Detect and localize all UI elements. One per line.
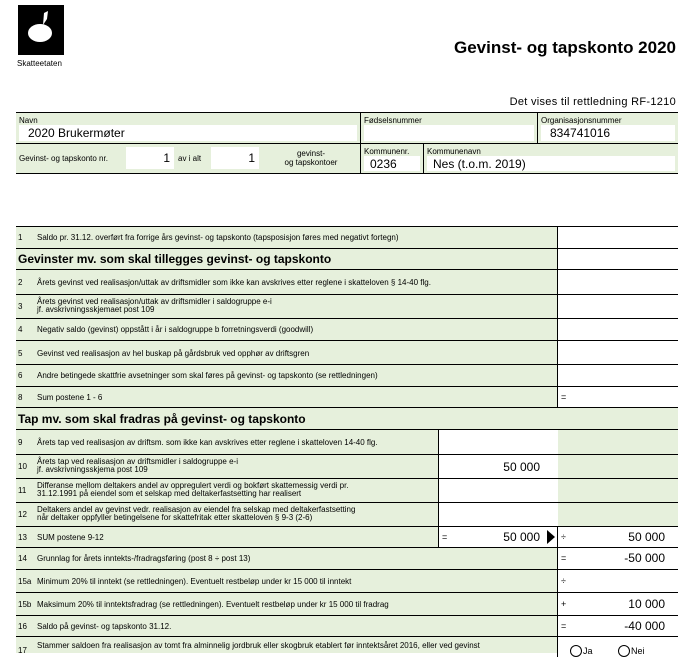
field-10[interactable] (438, 455, 558, 478)
av-i-alt-value: 1 (248, 151, 255, 165)
value-14: -50 000 (624, 551, 665, 565)
row-11: 11 Differanse mellom deltakers andel av oppregulert verdi og bokført skattemessig verdi pr. 31.12.1991 på eiendel som et selskap med deltakerfastsetting har realisert (16, 479, 678, 503)
field-13-sum[interactable]: = 50 000 (438, 527, 558, 547)
value-13-sum: 50 000 (503, 530, 540, 544)
field-5[interactable] (557, 341, 679, 364)
row-12: 12 Deltakers andel av gevinst vedr. realisasjon av eiendel fra selskap med deltakerfastsetting når deltaker oppfyller betingelsene for skattefritak etter skatteloven § 9-3 (2-6) (16, 503, 678, 527)
av-i-alt-field[interactable] (211, 147, 259, 169)
skatteetaten-logo (18, 5, 64, 55)
section-gevinster: Gevinster mv. som skal tillegges gevinst- og tapskonto (16, 249, 678, 270)
organisasjonsnummer-value: 834741016 (550, 126, 611, 140)
organisasjonsnummer-field[interactable] (541, 125, 675, 141)
field-3[interactable] (557, 295, 679, 318)
kontoer-label-line1: gevinst- (296, 149, 325, 158)
kommunenavn-value: Nes (t.o.m. 2019) (433, 157, 526, 171)
kommunenr-field[interactable] (364, 156, 420, 171)
row-6: 6 Andre betingede skattfrie avsetninger som skal føres på gevinst- og tapskonto (se rettledningen) (16, 365, 678, 387)
row-2: 2 Årets gevinst ved realisasjon/uttak av driftsmidler som ikke kan avskrives etter reglene i skatteloven § 14-40 flg. (16, 270, 678, 295)
navn-value: 2020 Brukermøter (28, 126, 125, 140)
konto-nr-field[interactable] (126, 147, 174, 169)
av-i-alt-label: av i alt (178, 154, 202, 163)
navn-label: Navn (19, 116, 38, 125)
organisasjonsnummer-label: Organisasjonsnummer (541, 116, 622, 125)
value-15b: 10 000 (628, 597, 665, 611)
kommunenr-label: Kommunenr. (364, 147, 410, 156)
row-9: 9 Årets tap ved realisasjon av driftsm. som ikke kan avskrives etter reglene i skatteloven 14-40 flg. (16, 430, 678, 455)
field-6[interactable] (557, 365, 679, 386)
field-14[interactable]: = -50 000 (557, 548, 679, 569)
row-5: 5 Gevinst ved realisasjon av hel buskap på gårdsbruk ved opphør av driftsgren (16, 341, 678, 365)
field-15b[interactable]: + 10 000 (557, 593, 679, 615)
fodselsnummer-label: Fødselsnummer (364, 116, 422, 125)
kontoer-label-line2: og tapskontoer (284, 158, 338, 167)
arrow-right-icon (546, 530, 556, 544)
section-tap: Tap mv. som skal fradras på gevinst- og tapskonto (16, 408, 678, 430)
field-17: Ja Nei (557, 637, 679, 657)
kommunenavn-label: Kommunenavn (427, 147, 481, 156)
field-4[interactable] (557, 319, 679, 340)
field-1[interactable] (557, 227, 679, 248)
field-2[interactable] (557, 270, 679, 294)
guide-reference: Det vises til rettledning RF-1210 (509, 96, 676, 108)
navn-field[interactable] (19, 125, 357, 141)
value-13: 50 000 (628, 530, 665, 544)
kommunenavn-field[interactable] (427, 156, 675, 171)
row-1: 1 Saldo pr. 31.12. overført fra forrige års gevinst- og tapskonto (tapsposisjon føres med negativt fortegn) (16, 227, 678, 249)
konto-nr-value: 1 (163, 151, 170, 165)
konto-nr-label: Gevinst- og tapskonto nr. (19, 154, 108, 163)
radio-ja[interactable] (570, 645, 582, 657)
row-16: 16 Saldo på gevinst- og tapskonto 31.12. = -40 000 (16, 616, 678, 637)
field-11[interactable] (438, 479, 558, 502)
row-15b: 15b Maksimum 20% til inntektsfradrag (se rettledningen). Eventuelt restbeløp under kr 15 000 til fradrag + 10 000 (16, 593, 678, 616)
fodselsnummer-field[interactable] (364, 125, 534, 141)
row-15a: 15a Minimum 20% til inntekt (se rettledningen). Eventuelt restbeløp under kr 15 000 til inntekt ÷ (16, 570, 678, 593)
logo-text: Skatteetaten (17, 59, 62, 68)
row-4: 4 Negativ saldo (gevinst) oppstått i år i saldogruppe b forretningsverdi (goodwill) (16, 319, 678, 341)
field-12[interactable] (438, 503, 558, 526)
kommunenr-value: 0236 (370, 157, 397, 171)
row-13: 13 SUM postene 9-12 = 50 000 ÷ 50 000 (16, 527, 678, 548)
field-8[interactable]: = (557, 387, 679, 407)
form-title: Gevinst- og tapskonto 2020 (454, 38, 676, 57)
field-9[interactable] (438, 430, 558, 454)
row-3: 3 Årets gevinst ved realisasjon/uttak av driftsmidler i saldogruppe e-i jf. avskrivningsskjemaet post 109 (16, 295, 678, 319)
field-13[interactable]: ÷ 50 000 (557, 527, 679, 547)
row-14: 14 Grunnlag for årets inntekts-/fradragsføring (post 8 ÷ post 13) = -50 000 (16, 548, 678, 570)
row-17: 17 Stammer saldoen fra realisasjon av tomt fra alminnelig jordbruk eller skogbruk etablert før inntektsåret 2016, eller ved gevinst Ja Nei (16, 637, 678, 657)
identity-section (16, 112, 678, 174)
radio-nei[interactable] (618, 645, 630, 657)
gevinst-tap-table (16, 226, 678, 656)
field-16[interactable]: = -40 000 (557, 616, 679, 636)
row-8: 8 Sum postene 1 - 6 = (16, 387, 678, 408)
value-10: 50 000 (503, 460, 540, 474)
row-10: 10 Årets tap ved realisasjon av driftsmidler i saldogruppe e-i jf. avskrivningsskjema post 109 50 000 (16, 455, 678, 479)
value-16: -40 000 (624, 619, 665, 633)
field-15a[interactable]: ÷ (557, 570, 679, 592)
